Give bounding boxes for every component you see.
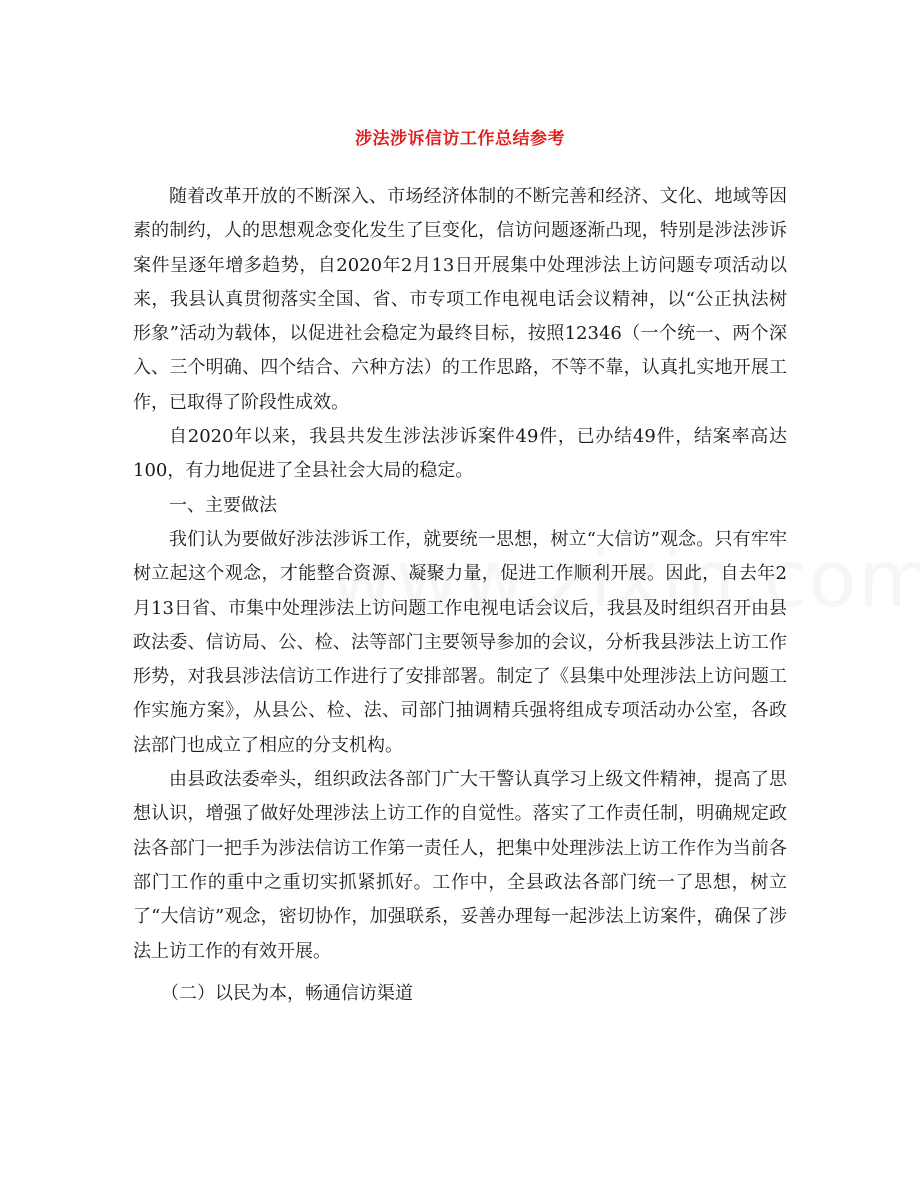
section-1-paragraph-1: 我们认为要做好涉法涉诉工作，就要统一思想，树立“大信访”观念。只有牢牢树立起这个观念，才能整合资源、凝聚力量，促进工作顺利开展。因此，自去年2月13日省、市集中处理涉法上访问题工作电视电话会议后，我县及时组织召开由县政法委、信访局、公、检、法等部门主要领导参加的会议，分析我县涉法上访工作形势，对我县涉法信访工作进行了安排部署。制定了《县集中处理涉法上访问题工作实施方案》，从县公、检、法、司部门抽调精兵强将组成专项活动办公室，各政法部门也成立了相应的分支机构。 [133,528,787,756]
document-title: 涉法涉诉信访工作总结参考 [355,129,565,149]
section-heading-main-practices: 一、主要做法 [169,494,277,516]
document-body [133,180,787,1011]
intro-paragraph: 随着改革开放的不断深入、市场经济体制的不断完善和经济、文化、地域等因素的制约，人的思想观念变化发生了巨变化，信访问题逐渐凸现，特别是涉法涉诉案件呈逐年增多趋势，自2020年2月13日开展集中处理涉法上访问题专项活动以来，我县认真贯彻落实全国、省、市专项工作电视电话会议精神，以“公正执法树形象”活动为载体，以促进社会稳定为最终目标，按照12346（一个统一、两个深入、三个明确、四个结合、六种方法）的工作思路，不等不靠，认真扎实地开展工作，已取得了阶段性成效。 [133,186,787,413]
statistics-paragraph: 自2020年以来，我县共发生涉法涉诉案件49件，已办结49件，结案率高达100，有力地促进了全县社会大局的稳定。 [133,426,787,482]
section-heading-petition-channels: （二）以民为本，畅通信访渠道 [161,982,413,1004]
section-1-paragraph-2: 由县政法委牵头，组织政法各部门广大干警认真学习上级文件精神，提高了思想认识，增强了做好处理涉法上访工作的自觉性。落实了工作责任制，明确规定政法各部门一把手为涉法信访工作第一责任人，把集中处理涉法上访工作作为当前各部门工作的重中之重切实抓紧抓好。工作中，全县政法各部门统一了思想，树立了“大信访”观念，密切协作，加强联系，妥善办理每一起涉法上访案件，确保了涉法上访工作的有效开展。 [133,769,787,962]
